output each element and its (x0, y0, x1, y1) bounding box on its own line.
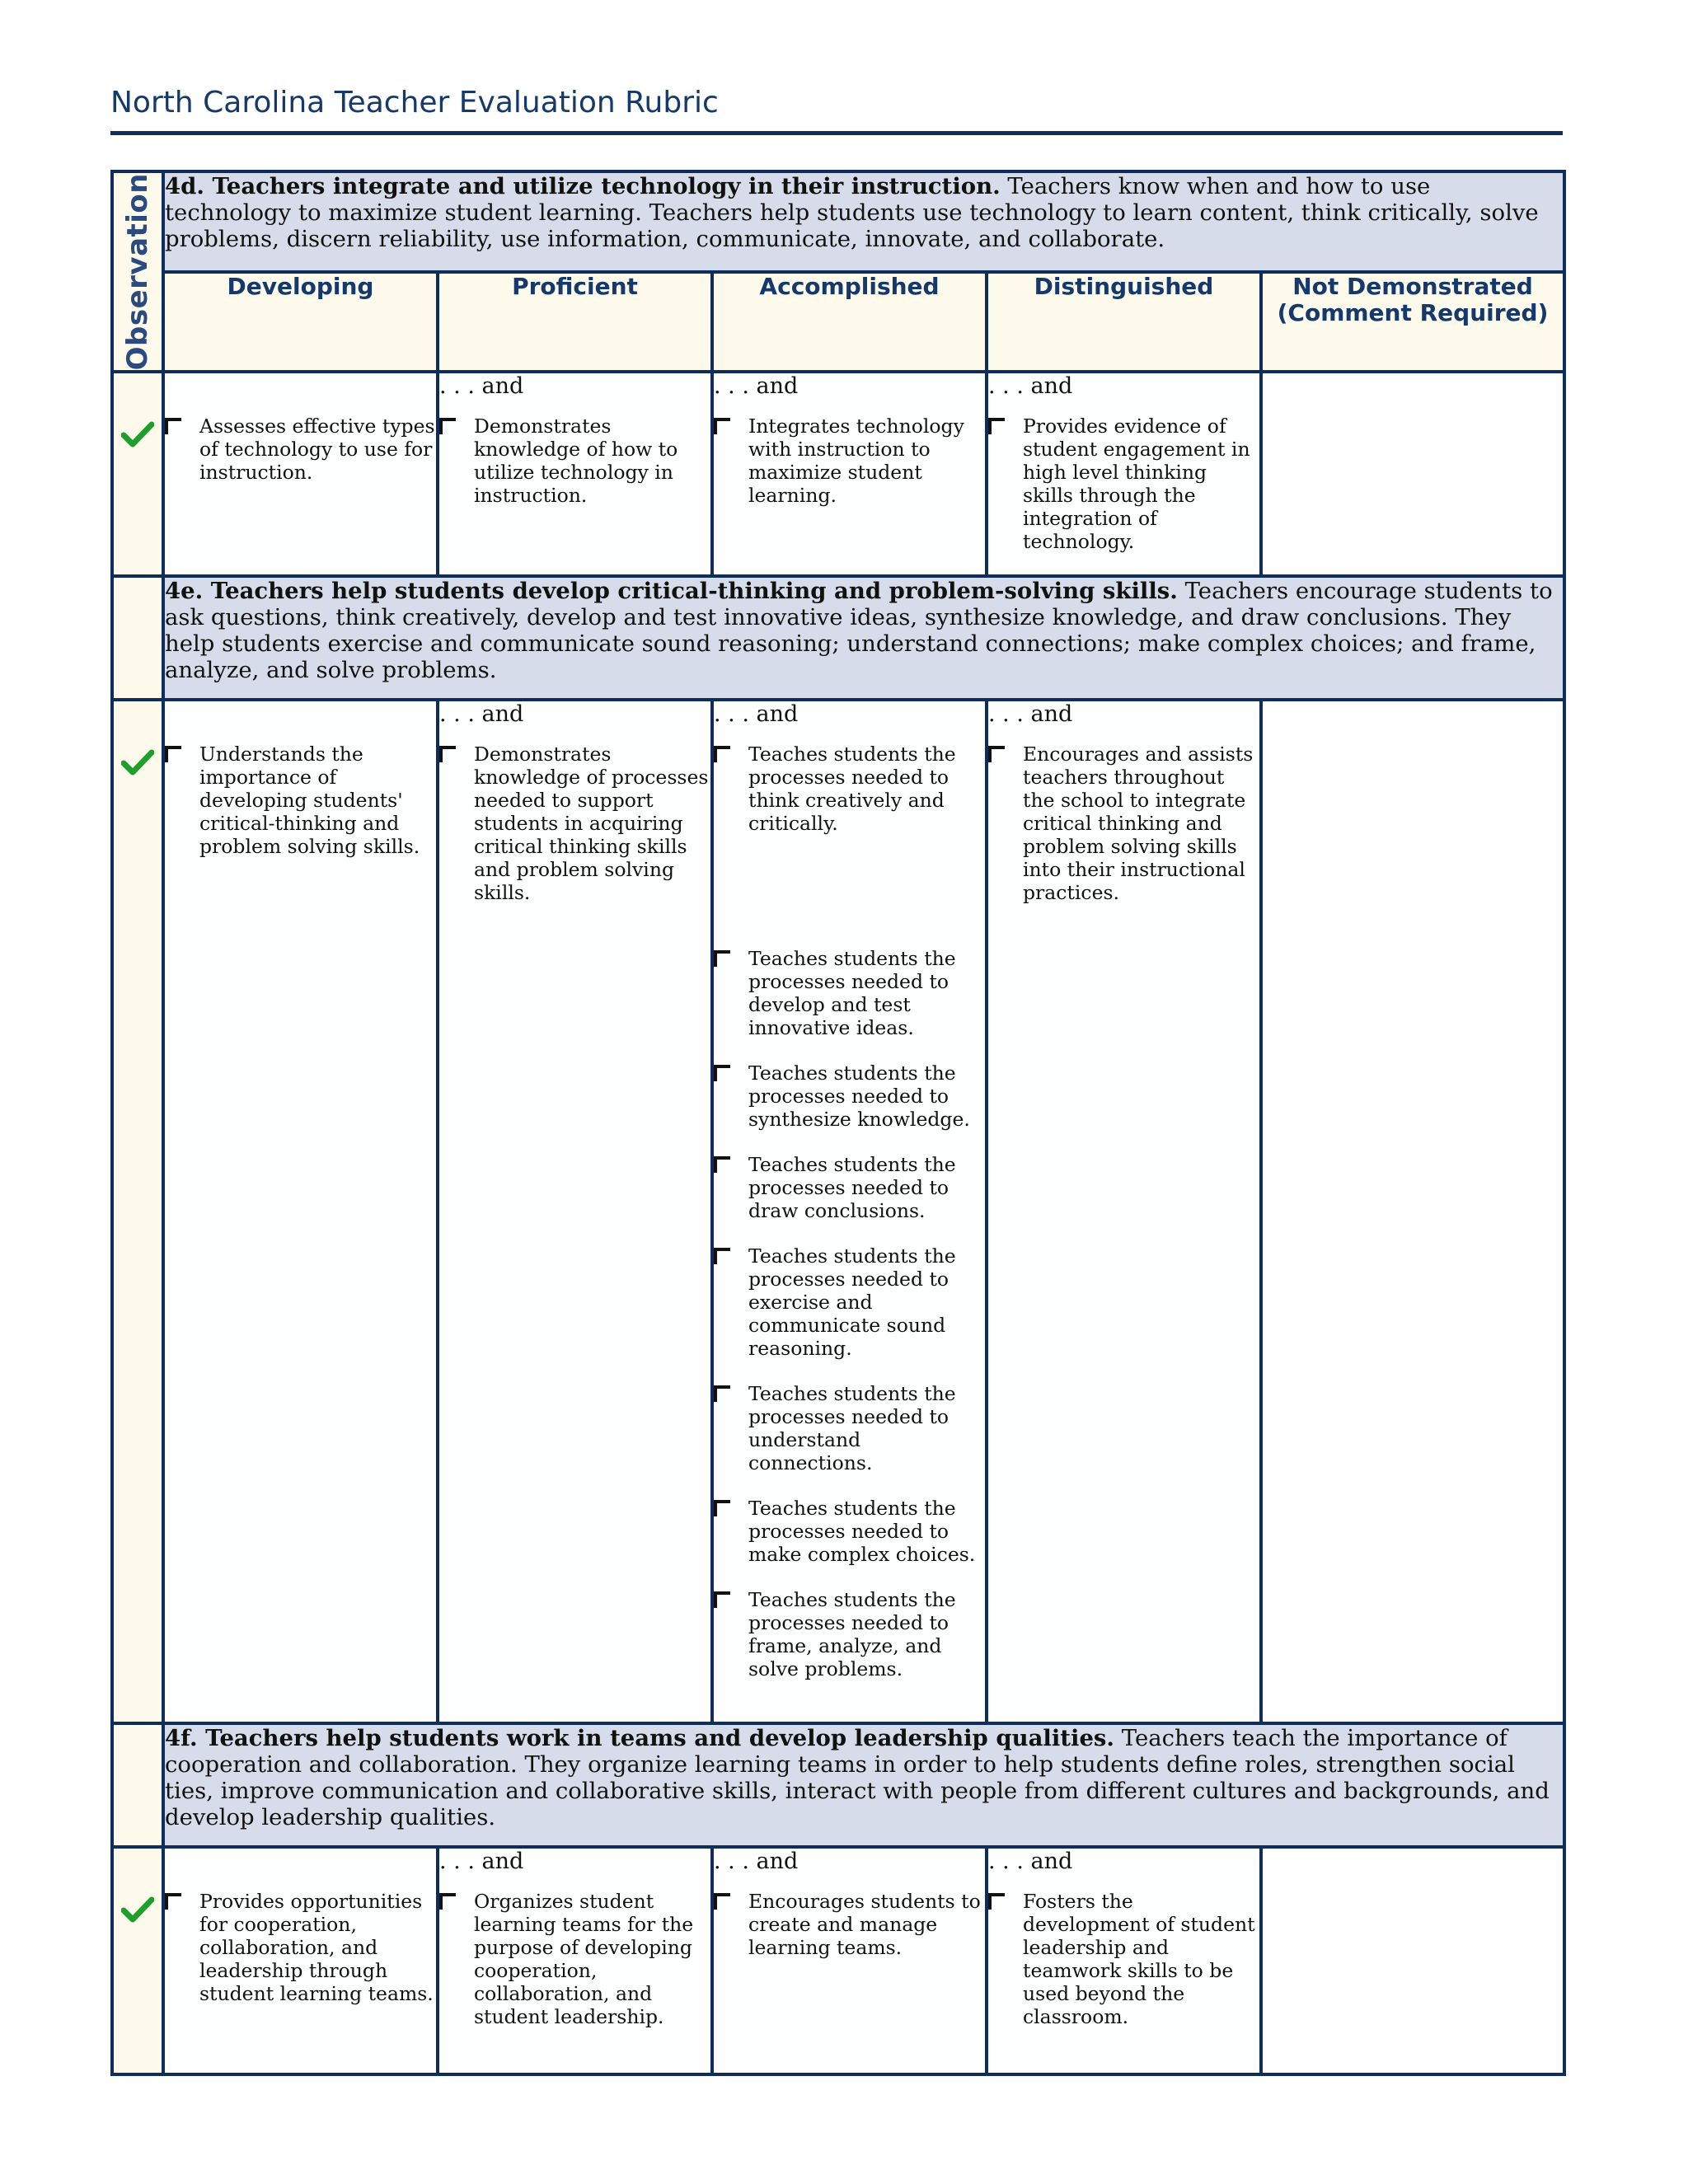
cell-4d-developing (163, 372, 438, 576)
cell-4d-not-demonstrated[interactable] (1261, 372, 1564, 576)
section-4f-text: Teachers teach the importance of cooperation and collaboration. They organize learning teams in order to help students define roles, strengthen social ties, improve communication and collaborative skills, interact with people from different cultures and backgrounds, and develop leadership qualities. (165, 1725, 1550, 1831)
checkbox-icon[interactable] (714, 950, 730, 967)
cell-4e-not-demonstrated[interactable] (1261, 700, 1564, 1723)
section-4e-check (112, 700, 163, 1723)
checkbox-icon[interactable] (714, 1065, 730, 1081)
checkbox-icon[interactable] (439, 1893, 456, 1910)
cell-4d-accomplished: . . . and Integrates technology with instruction to maximize student learning. (712, 372, 987, 576)
cell-4e-proficient: . . . and Demonstrates knowledge of processes needed to support students in acquiring critical thinking skills and problem solving skills. (438, 700, 712, 1723)
indicator-item[interactable]: Assesses effective types of technology to use for instruction. (165, 415, 436, 484)
cell-4f-distinguished: . . . and Fosters the development of student leadership and teamwork skills to be used beyond the classroom. (987, 1847, 1261, 2074)
side-spacer (112, 1723, 163, 1847)
indicator-item[interactable]: Teaches students the processes needed to exercise and communicate sound reasoning. (714, 1244, 985, 1360)
header-distinguished: Distinguished (987, 272, 1261, 373)
section-4d-description (163, 171, 1564, 272)
header-accomplished: Accomplished (712, 272, 987, 373)
cell-4e-distinguished: . . . and Encourages and assists teachers throughout the school to integrate critical thinking and problem solving skills into their instructional practices. (987, 700, 1261, 1723)
indicator-item[interactable]: Teaches students the processes needed to synthesize knowledge. (714, 1062, 985, 1131)
checkbox-icon[interactable] (988, 418, 1005, 434)
header-developing: Developing (163, 272, 438, 373)
checkbox-icon[interactable] (714, 1591, 730, 1608)
indicator-item[interactable]: Encourages students to create and manage learning teams. (714, 1890, 985, 1959)
section-4d-title: 4d. Teachers integrate and utilize technology in their instruction. (165, 173, 1001, 199)
cell-4f-not-demonstrated[interactable] (1261, 1847, 1564, 2074)
indicator-item[interactable]: Teaches students the processes needed to think creatively and critically. (714, 743, 985, 835)
checkmark-icon (121, 1896, 154, 1923)
indicator-item[interactable]: Teaches students the processes needed to understand connections. (714, 1382, 985, 1474)
indicator-item[interactable]: Encourages and assists teachers throughout the school to integrate critical thinking and problem solving skills into their instructional practices. (988, 743, 1259, 904)
checkmark-icon (121, 749, 154, 776)
side-spacer (112, 576, 163, 700)
section-4e-description (163, 576, 1564, 700)
checkbox-icon[interactable] (714, 1248, 730, 1264)
checkmark-icon (121, 421, 154, 448)
checkbox-icon[interactable] (988, 746, 1005, 762)
section-4f-description (163, 1723, 1564, 1847)
indicator-item[interactable]: Provides evidence of student engagement in high level thinking skills through the integration of technology. (988, 415, 1259, 553)
indicator-item[interactable]: Teaches students the processes needed to develop and test innovative ideas. (714, 947, 985, 1039)
cell-4e-developing (163, 700, 438, 1723)
section-4e-text: Teachers encourage students to ask questions, think creatively, develop and test innovative ideas, synthesize knowledge, and draw conclusions. They help students exercise and communicate sound reasoning; understand connections; make complex choices; and frame, analyze, and solve problems. (165, 578, 1553, 684)
observation-side-label: Observation (112, 171, 163, 372)
cell-4d-distinguished: . . . and Provides evidence of student engagement in high level thinking skills through the integration of technology. (987, 372, 1261, 576)
indicator-item[interactable]: Provides opportunities for cooperation, collaboration, and leadership through student learning teams. (165, 1890, 436, 2005)
header-not-demonstrated: Not Demonstrated (Comment Required) (1261, 272, 1564, 373)
section-4f-check (112, 1847, 163, 2074)
section-4e-indicators (112, 700, 1564, 1723)
checkbox-icon[interactable] (165, 746, 181, 762)
checkbox-icon[interactable] (714, 1500, 730, 1516)
indicator-item[interactable]: Understands the importance of developing students' critical-thinking and problem solving skills. (165, 743, 436, 858)
indicator-item[interactable]: Fosters the development of student leadership and teamwork skills to be used beyond the classroom. (988, 1890, 1259, 2028)
checkbox-icon[interactable] (714, 1385, 730, 1402)
checkbox-icon[interactable] (439, 746, 456, 762)
cell-4f-accomplished: . . . and Encourages students to create and manage learning teams. (712, 1847, 987, 2074)
title-divider (110, 131, 1563, 135)
indicator-item[interactable]: Teaches students the processes needed to draw conclusions. (714, 1153, 985, 1222)
page-title: North Carolina Teacher Evaluation Rubric (110, 86, 719, 120)
indicator-item[interactable]: Demonstrates knowledge of processes needed to support students in acquiring critical thinking skills and problem solving skills. (439, 743, 710, 904)
checkbox-icon[interactable] (988, 1893, 1005, 1910)
indicator-item[interactable]: Organizes student learning teams for the purpose of developing cooperation, collaboration, and student leadership. (439, 1890, 710, 2028)
section-4f-title: 4f. Teachers help students work in teams and develop leadership qualities. (165, 1725, 1114, 1752)
section-4f-indicators (112, 1847, 1564, 2074)
section-4d-check (112, 372, 163, 576)
checkbox-icon[interactable] (439, 418, 456, 434)
section-4e-title: 4e. Teachers help students develop critical-thinking and problem-solving skills. (165, 578, 1178, 605)
checkbox-icon[interactable] (714, 1893, 730, 1910)
indicator-item[interactable]: Demonstrates knowledge of how to utilize technology in instruction. (439, 415, 710, 507)
cell-4f-developing (163, 1847, 438, 2074)
checkbox-icon[interactable] (165, 1893, 181, 1910)
cell-4f-proficient: . . . and Organizes student learning teams for the purpose of developing cooperation, collaboration, and student leadership. (438, 1847, 712, 2074)
section-4d-indicators (112, 372, 1564, 576)
header-proficient: Proficient (438, 272, 712, 373)
indicator-item[interactable]: Teaches students the processes needed to make complex choices. (714, 1497, 985, 1566)
cell-4d-proficient: . . . and Demonstrates knowledge of how to utilize technology in instruction. (438, 372, 712, 576)
section-4d-text: Teachers know when and how to use technology to maximize student learning. Teachers help students use technology to learn content, think critically, solve problems, discern reliability, use information, communicate, innovate, and collaborate. (165, 173, 1539, 252)
checkbox-icon[interactable] (714, 1156, 730, 1173)
cell-4e-accomplished: . . . and Teaches students the processes needed to think creatively and critically. Teaches students the processes needed to develop and test innovative ideas. Teaches students the processes needed to synthesize knowledge. Teaches students the processes needed to draw conclusions. Teaches students the processes needed to exercise and communicate sound reasoning. Teaches students the processes needed to understand connections. Teaches students the processes needed to make complex choices. Teaches students the processes needed to frame, analyze, and solve problems. (712, 700, 987, 1723)
checkbox-icon[interactable] (714, 418, 730, 434)
indicator-item[interactable]: Teaches students the processes needed to frame, analyze, and solve problems. (714, 1588, 985, 1680)
checkbox-icon[interactable] (714, 746, 730, 762)
checkbox-icon[interactable] (165, 418, 181, 434)
indicator-item[interactable]: Integrates technology with instruction to maximize student learning. (714, 415, 985, 507)
rubric-table (110, 170, 1566, 2076)
